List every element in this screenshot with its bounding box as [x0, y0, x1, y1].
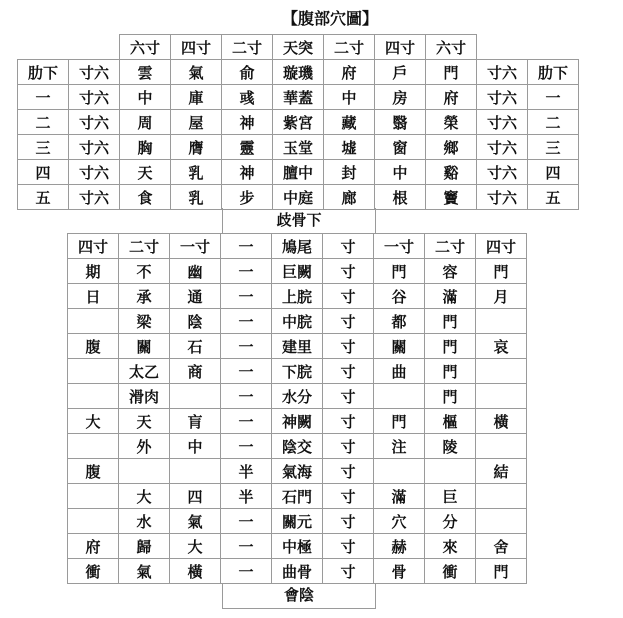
table-cell: 門 [425, 309, 476, 334]
table-cell [476, 484, 527, 509]
table-cell: 食 [120, 185, 171, 210]
table-cell: 雲 [120, 60, 171, 85]
table-cell: 結 [476, 459, 527, 484]
table-cell [170, 459, 221, 484]
table-cell: 赫 [374, 534, 425, 559]
table-cell: 中 [324, 85, 375, 110]
table-row [68, 334, 527, 359]
header-cell: 六寸 [426, 35, 477, 60]
table-cell: 寸 [323, 434, 374, 459]
table-cell [68, 359, 119, 384]
table-cell: 門 [374, 259, 425, 284]
table-row [18, 135, 579, 160]
table-cell: 玉堂 [273, 135, 324, 160]
table-cell: 中 [375, 160, 426, 185]
table-cell: 俞 [222, 60, 273, 85]
table-cell [476, 359, 527, 384]
table-cell: 門 [425, 334, 476, 359]
table-cell: 寸六 [477, 185, 528, 210]
table-cell: 大 [68, 409, 119, 434]
header-cell: 二寸 [222, 35, 273, 60]
table-cell: 幽 [170, 259, 221, 284]
table-cell: 外 [119, 434, 170, 459]
table-cell: 一 [221, 359, 272, 384]
table-cell: 窗 [375, 135, 426, 160]
table-cell: 寸六 [69, 110, 120, 135]
table-row [68, 284, 527, 309]
table-cell: 陵 [425, 434, 476, 459]
table-cell [476, 309, 527, 334]
table-cell: 門 [425, 384, 476, 409]
header-cell: 二寸 [119, 234, 170, 259]
table-cell: 寸 [323, 259, 374, 284]
table-row [68, 409, 527, 434]
table-cell: 神闕 [272, 409, 323, 434]
table-cell: 彧 [222, 85, 273, 110]
table-cell: 一 [528, 85, 579, 110]
table-cell: 房 [375, 85, 426, 110]
empty-cell [477, 35, 528, 60]
table-cell [170, 384, 221, 409]
table-cell: 榮 [426, 110, 477, 135]
table-cell: 門 [476, 559, 527, 584]
table-cell: 三 [528, 135, 579, 160]
table-cell: 氣 [171, 60, 222, 85]
table-cell: 庫 [171, 85, 222, 110]
table-row [68, 484, 527, 509]
table-cell: 巨 [425, 484, 476, 509]
table-cell: 關元 [272, 509, 323, 534]
table-cell: 門 [476, 259, 527, 284]
table-cell: 璇璣 [273, 60, 324, 85]
table-cell: 月 [476, 284, 527, 309]
table-cell: 關 [374, 334, 425, 359]
table-cell: 骨 [374, 559, 425, 584]
table-cell: 寸六 [69, 85, 120, 110]
table-row [68, 384, 527, 409]
empty-cell [69, 35, 120, 60]
table-cell: 屋 [171, 110, 222, 135]
table-cell: 舍 [476, 534, 527, 559]
table-cell: 寸 [323, 559, 374, 584]
table-cell: 石門 [272, 484, 323, 509]
table-row [68, 459, 527, 484]
table-cell [119, 459, 170, 484]
table-row [18, 60, 579, 85]
table-cell: 中 [170, 434, 221, 459]
table-cell: 寸六 [69, 160, 120, 185]
header-row [18, 35, 579, 60]
table-row [68, 559, 527, 584]
table-cell: 不 [119, 259, 170, 284]
table-cell: 關 [119, 334, 170, 359]
table-cell: 注 [374, 434, 425, 459]
table-cell: 陰交 [272, 434, 323, 459]
table-cell: 四 [18, 160, 69, 185]
table-cell: 寸六 [69, 135, 120, 160]
table-cell: 都 [374, 309, 425, 334]
table-cell: 梁 [119, 309, 170, 334]
table-cell: 日 [68, 284, 119, 309]
table-cell: 容 [425, 259, 476, 284]
table-cell: 石 [170, 334, 221, 359]
header-cell: 六寸 [120, 35, 171, 60]
table-cell: 哀 [476, 334, 527, 359]
table-cell [476, 384, 527, 409]
table-row [18, 160, 579, 185]
header-cell: 天突 [273, 35, 324, 60]
table-cell: 中極 [272, 534, 323, 559]
table-cell: 戶 [375, 60, 426, 85]
table-cell: 二 [528, 110, 579, 135]
header-cell: 四寸 [476, 234, 527, 259]
table-cell: 寸 [323, 384, 374, 409]
table-cell: 乳 [171, 185, 222, 210]
table-row [68, 509, 527, 534]
table-cell: 陰 [170, 309, 221, 334]
table-cell: 衝 [68, 559, 119, 584]
table-cell: 氣 [119, 559, 170, 584]
table-cell: 太乙 [119, 359, 170, 384]
table-cell [68, 309, 119, 334]
table-cell: 期 [68, 259, 119, 284]
header-cell: 四寸 [68, 234, 119, 259]
header-cell: 一 [221, 234, 272, 259]
table-row [18, 85, 579, 110]
header-cell: 二寸 [324, 35, 375, 60]
table-cell: 一 [221, 259, 272, 284]
table-cell: 胸 [120, 135, 171, 160]
table-cell: 周 [120, 110, 171, 135]
table-cell: 歸 [119, 534, 170, 559]
header-cell: 四寸 [375, 35, 426, 60]
table-row [18, 185, 579, 210]
table-cell: 寸 [323, 534, 374, 559]
table-cell [68, 384, 119, 409]
table-row [68, 359, 527, 384]
table-cell: 承 [119, 284, 170, 309]
header-cell: 四寸 [171, 35, 222, 60]
table-cell: 寸六 [69, 185, 120, 210]
table-cell: 谿 [426, 160, 477, 185]
table-cell: 建里 [272, 334, 323, 359]
header-cell: 一寸 [170, 234, 221, 259]
empty-cell [528, 35, 579, 60]
table-row [68, 434, 527, 459]
table-cell: 肓 [170, 409, 221, 434]
table-cell: 廊 [324, 185, 375, 210]
table-cell: 門 [374, 409, 425, 434]
table-cell: 寸六 [477, 135, 528, 160]
table-cell: 半 [221, 459, 272, 484]
table-cell: 來 [425, 534, 476, 559]
table-cell: 滑肉 [119, 384, 170, 409]
table-cell [476, 509, 527, 534]
table-cell [374, 459, 425, 484]
table-cell: 五 [18, 185, 69, 210]
table-cell: 神 [222, 160, 273, 185]
table-cell: 半 [221, 484, 272, 509]
header-cell: 二寸 [425, 234, 476, 259]
table-cell: 膻中 [273, 160, 324, 185]
header-row [68, 234, 527, 259]
table-cell: 封 [324, 160, 375, 185]
table-cell [68, 484, 119, 509]
table-cell [476, 434, 527, 459]
section-caption: 歧骨下 [222, 208, 376, 234]
table-cell: 肋下 [18, 60, 69, 85]
table-cell: 寸六 [477, 60, 528, 85]
table-cell: 天 [119, 409, 170, 434]
table-cell: 一 [221, 509, 272, 534]
table-cell [374, 384, 425, 409]
table-cell: 曲 [374, 359, 425, 384]
table-cell: 寸六 [69, 60, 120, 85]
section-footer: 會陰 [222, 583, 376, 609]
table-cell [425, 459, 476, 484]
table-cell: 中庭 [273, 185, 324, 210]
upper-acupoint-table [17, 34, 579, 210]
table-cell [68, 434, 119, 459]
table-cell: 一 [221, 409, 272, 434]
table-cell: 大 [119, 484, 170, 509]
table-cell: 一 [221, 384, 272, 409]
table-cell: 天 [120, 160, 171, 185]
table-cell: 寸六 [477, 85, 528, 110]
table-row [68, 534, 527, 559]
table-cell: 橫 [170, 559, 221, 584]
table-cell: 乳 [171, 160, 222, 185]
table-row [18, 110, 579, 135]
lower-acupoint-table [67, 233, 527, 584]
table-cell: 水分 [272, 384, 323, 409]
table-cell: 下脘 [272, 359, 323, 384]
table-cell: 中脘 [272, 309, 323, 334]
table-cell: 一 [221, 434, 272, 459]
table-row [68, 259, 527, 284]
table-cell: 寸 [323, 409, 374, 434]
table-cell: 寸 [323, 309, 374, 334]
table-cell: 墟 [324, 135, 375, 160]
table-cell: 三 [18, 135, 69, 160]
table-cell: 府 [324, 60, 375, 85]
table-cell: 一 [221, 284, 272, 309]
table-cell: 巨闕 [272, 259, 323, 284]
table-cell: 通 [170, 284, 221, 309]
table-cell: 寸 [323, 359, 374, 384]
table-cell: 寸 [323, 509, 374, 534]
table-cell: 商 [170, 359, 221, 384]
table-cell: 寸六 [477, 160, 528, 185]
table-cell: 上脘 [272, 284, 323, 309]
table-cell: 一 [221, 534, 272, 559]
table-cell: 步 [222, 185, 273, 210]
chart-title: 【腹部穴圖】 [281, 9, 378, 28]
table-cell: 翳 [375, 110, 426, 135]
table-cell: 膺 [171, 135, 222, 160]
header-cell: 寸 [323, 234, 374, 259]
table-cell: 滿 [425, 284, 476, 309]
table-cell: 門 [425, 359, 476, 384]
table-cell: 四 [170, 484, 221, 509]
table-cell: 腹 [68, 334, 119, 359]
table-cell: 中 [120, 85, 171, 110]
table-cell: 府 [68, 534, 119, 559]
table-cell: 寸 [323, 459, 374, 484]
empty-cell [18, 35, 69, 60]
table-cell: 分 [425, 509, 476, 534]
table-cell: 四 [528, 160, 579, 185]
table-cell: 寸 [323, 334, 374, 359]
table-cell: 肋下 [528, 60, 579, 85]
table-cell: 一 [221, 309, 272, 334]
table-cell: 曲骨 [272, 559, 323, 584]
table-cell [68, 509, 119, 534]
table-cell: 華蓋 [273, 85, 324, 110]
table-cell: 靈 [222, 135, 273, 160]
table-cell: 根 [375, 185, 426, 210]
table-cell: 寸 [323, 484, 374, 509]
table-cell: 府 [426, 85, 477, 110]
table-cell: 藏 [324, 110, 375, 135]
table-cell: 五 [528, 185, 579, 210]
header-cell: 一寸 [374, 234, 425, 259]
table-cell: 寸 [323, 284, 374, 309]
table-cell: 門 [426, 60, 477, 85]
table-cell: 穴 [374, 509, 425, 534]
table-cell: 寸六 [477, 110, 528, 135]
table-cell: 竇 [426, 185, 477, 210]
table-cell: 氣海 [272, 459, 323, 484]
table-cell: 鄉 [426, 135, 477, 160]
table-cell: 橫 [476, 409, 527, 434]
table-cell: 神 [222, 110, 273, 135]
table-cell: 腹 [68, 459, 119, 484]
table-cell: 一 [221, 334, 272, 359]
header-cell: 鳩尾 [272, 234, 323, 259]
table-cell: 一 [221, 559, 272, 584]
table-cell: 大 [170, 534, 221, 559]
table-cell: 一 [18, 85, 69, 110]
table-cell: 樞 [425, 409, 476, 434]
table-row [68, 309, 527, 334]
table-cell: 水 [119, 509, 170, 534]
table-cell: 滿 [374, 484, 425, 509]
table-cell: 衝 [425, 559, 476, 584]
table-cell: 二 [18, 110, 69, 135]
table-cell: 谷 [374, 284, 425, 309]
table-cell: 紫宮 [273, 110, 324, 135]
table-cell: 氣 [170, 509, 221, 534]
